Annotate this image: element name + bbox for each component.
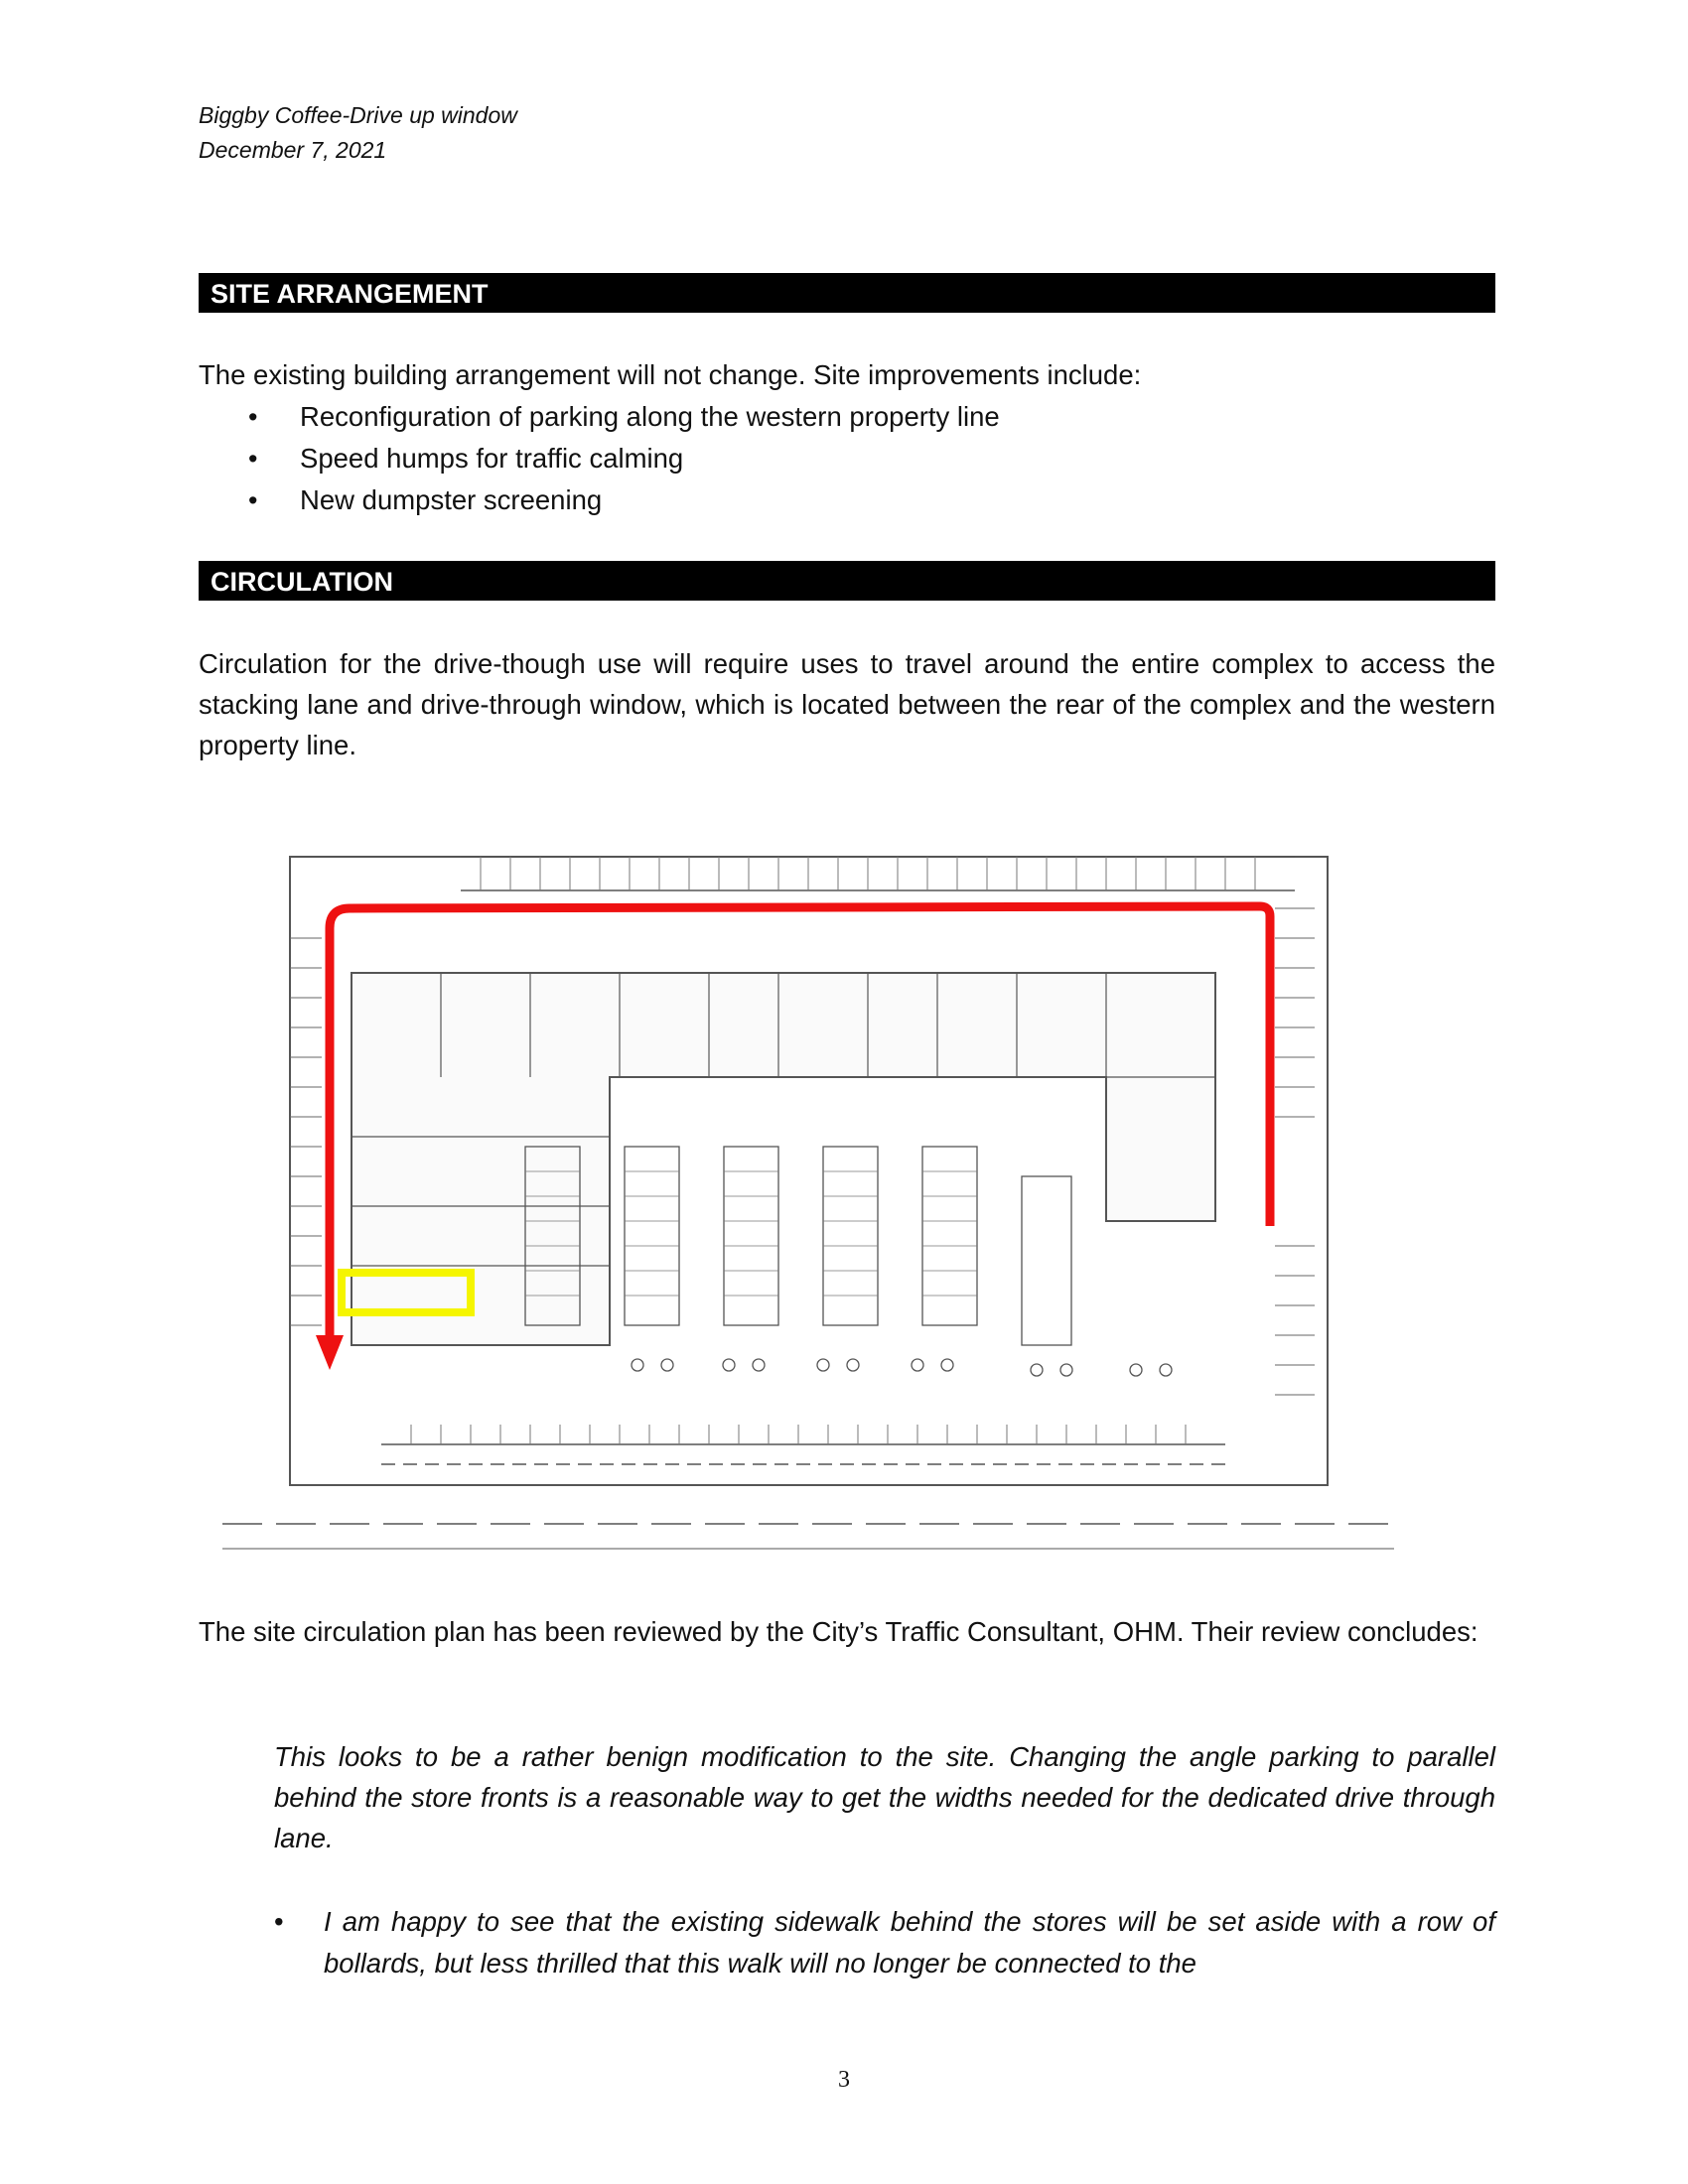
site-arrangement-heading: SITE ARRANGEMENT (199, 273, 1495, 313)
review-paragraph: The site circulation plan has been reviewed by the City’s Traffic Consultant, OHM. Their review concludes: (199, 1616, 1478, 1647)
consultant-quote: This looks to be a rather benign modification to the site. Changing the angle parking to parallel behind the store fronts is a reasonable way to get the widths needed for the dedicated drive through lane. (274, 1741, 1495, 1853)
list-item: • New dumpster screening (248, 484, 603, 515)
site-plan-drawing (222, 829, 1394, 1583)
circulation-heading: CIRCULATION (199, 561, 1495, 601)
header-project: Biggby Coffee-Drive up window (199, 102, 517, 128)
route-arrow-head (316, 1335, 344, 1370)
building-complex (352, 973, 1215, 1345)
top-parking-row (461, 857, 1295, 890)
east-parking (1275, 908, 1315, 1395)
site-arrangement-intro: The existing building arrangement will not change. Site improvements include: (199, 359, 1142, 390)
west-parking (290, 938, 322, 1325)
site-improvements-list (248, 396, 1000, 521)
consultant-bullet: • I am happy to see that the existing sidewalk behind the stores will be set aside with a row of bollards, but less thrilled that this walk will no longer be connected to the (274, 1906, 1495, 1979)
list-item: • Reconfiguration of parking along the western property line (248, 401, 1000, 432)
list-item: • Speed humps for traffic calming (248, 443, 684, 474)
header-date: December 7, 2021 (199, 137, 387, 163)
page-number: 3 (838, 2067, 850, 2093)
circulation-paragraph: Circulation for the drive-though use will require uses to travel around the entire complex to access the stacking lane and drive-through window, which is located between the rear of the complex and the western property line. (199, 648, 1495, 760)
site-trees (632, 1359, 1172, 1376)
